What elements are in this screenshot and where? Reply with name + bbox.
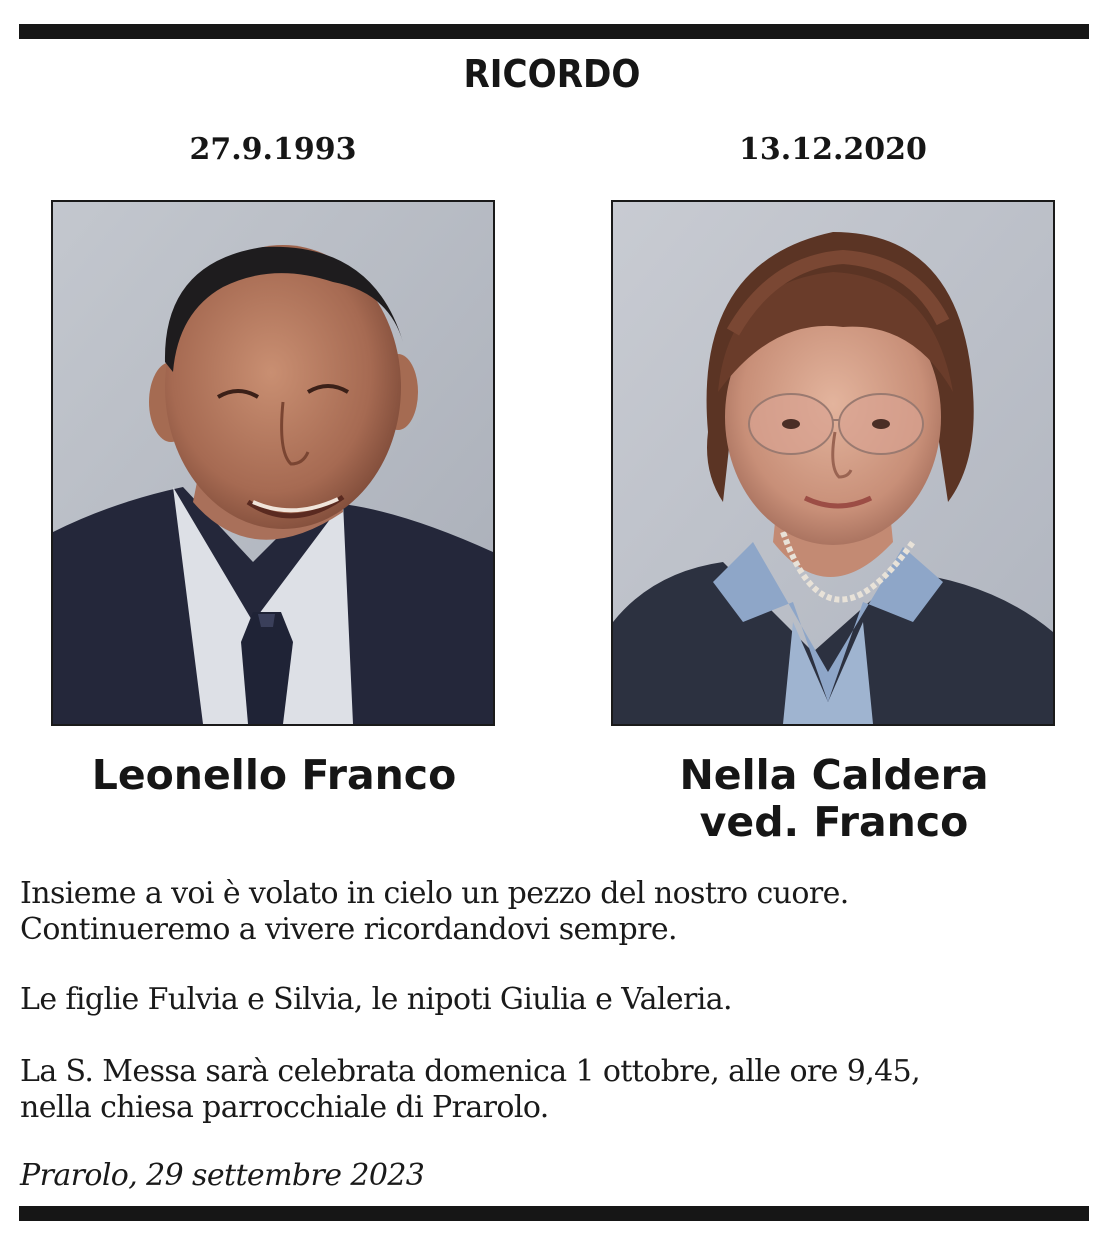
- page-title: RICORDO: [463, 52, 641, 96]
- mass-line-1: La S. Messa sarà celebrata domenica 1 ottobre, alle ore 9,45,: [20, 1054, 921, 1089]
- family-text: [20, 982, 1095, 1018]
- portrait-photo-right: [611, 200, 1055, 726]
- mass-line-2: nella chiesa parrocchiale di Prarolo.: [20, 1090, 549, 1125]
- name-left: [0, 752, 554, 799]
- portrait-woman-image: [613, 202, 1053, 724]
- date-left: 27.9.1993: [189, 132, 357, 167]
- tribute-line-2: Continueremo a vivere ricordandovi sempre.: [20, 912, 677, 947]
- top-rule: [19, 24, 1089, 39]
- name-right: [554, 752, 1104, 846]
- mass-text: [20, 1054, 1095, 1126]
- tribute-line-1: Insieme a voi è volato in cielo un pezzo del nostro cuore.: [20, 876, 849, 911]
- portrait-photo-left: [51, 200, 495, 726]
- date-right: 13.12.2020: [739, 132, 927, 167]
- bottom-rule: [19, 1206, 1089, 1221]
- tribute-text: [20, 876, 1095, 948]
- place-date-text: [20, 1158, 1095, 1194]
- name-right-line-2: ved. Franco: [699, 798, 969, 846]
- name-left-line: Leonello Franco: [91, 751, 457, 799]
- portrait-man-image: [53, 202, 493, 724]
- family-line: Le figlie Fulvia e Silvia, le nipoti Giulia e Valeria.: [20, 982, 732, 1017]
- place-date-line: Prarolo, 29 settembre 2023: [20, 1158, 425, 1193]
- name-right-line-1: Nella Caldera: [679, 751, 989, 799]
